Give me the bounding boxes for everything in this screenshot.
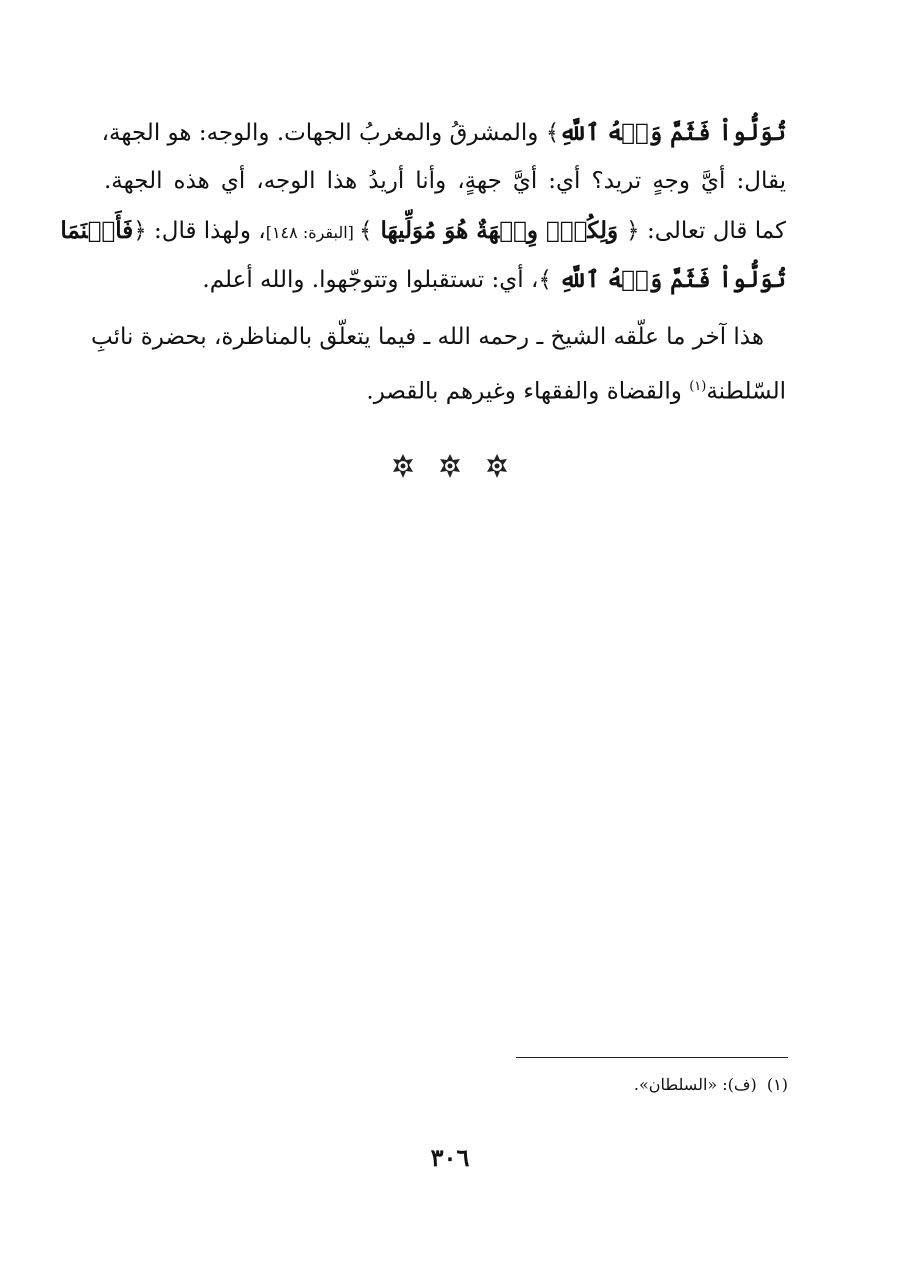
ornate-bracket-close: ﴾ <box>538 267 560 293</box>
line-text: هذا آخر ما علّقه الشيخ ـ رحمه الله ـ فيما يتعلّق بالمناظرة، بحضرة نائبِ <box>91 324 764 350</box>
ornate-bracket-open: ﴿ <box>133 218 147 244</box>
footnote-separator <box>516 1057 788 1058</box>
rosette-ornament-icon <box>437 453 463 479</box>
line-text: السّلطنة <box>706 378 786 405</box>
quran-verse: تُوَلُّواْ فَثَمَّ وَجۡهُ ٱللَّهِ <box>559 266 786 293</box>
line-text: يقال: أيَّ وجهٍ تريد؟ أي: أيَّ جهةٍ، وأنا أريدُ هذا الوجه، أي هذه الجهة. <box>104 168 786 194</box>
footnote-reference[interactable]: (١) <box>689 379 707 394</box>
page-number: ٣٠٦ <box>430 1143 470 1172</box>
footnote-number: (١) <box>766 1075 788 1094</box>
quran-verse: وَلِكُلّٖ وِجۡهَةٌ هُوَ مُوَلِّيهَا <box>372 217 627 244</box>
quran-verse: فَأَيۡنَمَا <box>60 217 134 244</box>
text-line-6 <box>104 362 786 411</box>
ornate-bracket-close: ﴾ <box>359 218 373 244</box>
text-line-5 <box>91 313 786 362</box>
footnote-text: (ف): «السلطان». <box>633 1075 757 1094</box>
text-line-2 <box>104 157 786 206</box>
text-line-4 <box>104 255 786 304</box>
line-text: والمشرقُ والمغربُ الجهات. والوجه: هو الجهة، <box>101 120 546 146</box>
line-text: ، أي: تستقبلوا وتتوجّهوا. والله أعلم. <box>202 267 539 293</box>
line-text: والقضاة والفقهاء وغيرهم بالقصر. <box>366 378 690 405</box>
text-line-1 <box>101 108 786 157</box>
section-end-ornaments <box>390 444 510 488</box>
verse-citation: [البقرة: ١٤٨] <box>265 223 359 242</box>
ornate-bracket-close: ﴾ <box>545 120 560 146</box>
ornate-bracket-open: ﴿ <box>626 218 640 244</box>
body-text <box>60 108 786 411</box>
rosette-ornament-icon <box>390 453 416 479</box>
line-text: ، ولهذا قال: <box>146 218 266 244</box>
footnote <box>500 1066 788 1104</box>
rosette-ornament-icon <box>484 453 510 479</box>
quran-verse: تُوَلُّواْ فَثَمَّ وَجۡهُ ٱللَّهِ <box>559 119 786 146</box>
text-line-3 <box>60 206 786 255</box>
line-text: كما قال تعالى: <box>639 218 786 244</box>
